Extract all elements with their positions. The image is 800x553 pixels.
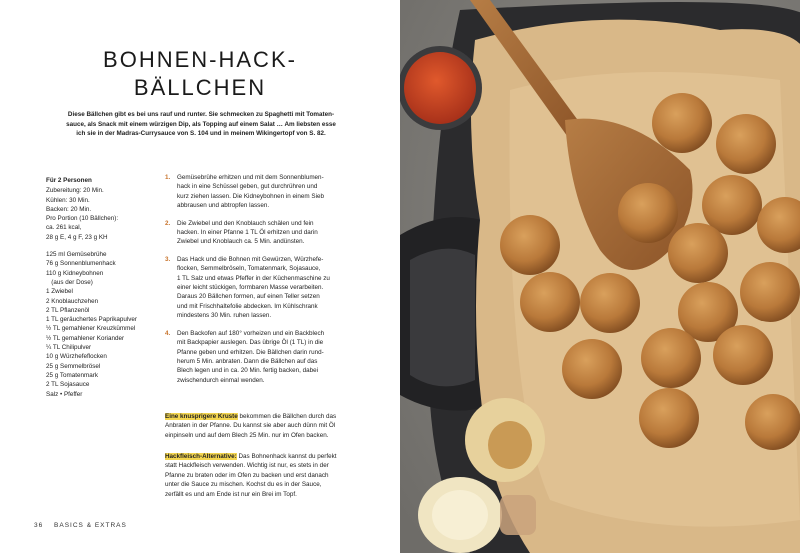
ingredient-item: 25 g Tomatenmark	[46, 371, 99, 379]
instruction-steps	[165, 173, 375, 393]
meta-line: Zubereitung: 20 Min.	[46, 187, 104, 195]
ingredient-item: 125 ml Gemüsebrühe	[46, 251, 107, 259]
tip-alternative: Hackfleisch-Alternative: Das Bohnenhack kannst du perfekt statt Hackfleisch verwenden. Wichtig ist nur, es stets in der Pfanne zu braten oder im Ofen zu backen und erst danach unter die Sauce zu mischen. Kochst du es in der Sauce, zerfällt es und am Ende ist nur ein Brei im Topf.	[165, 453, 337, 498]
ingredient-item: 2 TL Sojasauce	[46, 381, 90, 389]
ingredient-item: (aus der Dose)	[46, 278, 93, 286]
ingredient-item: ½ TL gemahlener Koriander	[46, 334, 125, 342]
page-number: 36	[34, 522, 44, 529]
ingredient-item: Salz • Pfeffer	[46, 390, 83, 398]
step-number: 2.	[165, 219, 171, 227]
ingredient-item: 25 g Semmelbrösel	[46, 362, 101, 370]
section-name: BASICS & EXTRAS	[54, 522, 127, 529]
step-3: 3. Das Hack und die Bohnen mit Gewürzen, Würzhefe- flocken, Semmelbröseln, Tomatenmark, Sojasauce, 1 TL Salz und etwas Pfeffer in der Küchenmaschine zu einer leicht stückigen, formbaren Masse verarbeiten. Daraus 20 Bällchen formen, auf einen Teller setzen und mit Frischhaltefolie abdecken. Im Kühlschrank mindestens 30 Min. ruhen lassen.	[165, 255, 330, 320]
servings: Für 2 Personen	[46, 177, 92, 184]
step-2: 2. Die Zwiebel und den Knoblauch schälen und fein hacken. In einer Pfanne 1 TL Öl erhitzen und darin Zwiebel und Knoblauch ca. 5 Min. andünsten.	[165, 219, 318, 246]
ingredient-item: ½ TL gemahlener Kreuzkümmel	[46, 325, 136, 333]
ingredient-item: 2 TL Pflanzenöl	[46, 306, 90, 314]
food-photo	[400, 0, 800, 553]
ingredient-item: 1 TL geräuchertes Paprikapulver	[46, 316, 138, 324]
meta-line: ca. 261 kcal,	[46, 224, 82, 232]
meta-line: Pro Portion (10 Bällchen):	[46, 215, 119, 223]
ingredient-list	[46, 176, 156, 399]
ingredient-item: 110 g Kidneybohnen	[46, 269, 104, 277]
meta-line: Backen: 20 Min.	[46, 205, 92, 213]
ingredient-item: ¼ TL Chilipulver	[46, 344, 92, 352]
step-number: 3.	[165, 255, 171, 263]
meta-line: Kühlen: 30 Min.	[46, 196, 90, 204]
recipe-intro: Diese Bällchen gibt es bei uns rauf und runter. Sie schmecken zu Spaghetti mit Tomaten- sauce, als Snack mit einem würzigen Dip, als Topping auf einem Salat … Am liebsten esse ich sie in der Madras-Currysauce von S. 104 und in meinem Wikingertopf von S. 82.	[66, 111, 336, 137]
recipe-title: BOHNEN-HACK- BÄLLCHEN	[103, 47, 297, 100]
ingredient-item: 10 g Würzhefeflocken	[46, 353, 107, 361]
step-4: 4. Den Backofen auf 180° vorheizen und ein Backblech mit Backpapier auslegen. Das übrige Öl (1 TL) in die Pfanne geben und erhitzen. Die Bällchen darin rund- herum 5 Min. anbraten. Dann die Bällchen auf das Blech legen und in ca. 20 Min. fertig backen, dabei zwischendurch einmal wenden.	[165, 329, 325, 384]
meatballs-photo	[400, 0, 800, 553]
ingredient-item: 1 Zwiebel	[46, 288, 73, 296]
step-number: 4.	[165, 329, 171, 337]
step-number: 1.	[165, 174, 171, 181]
tip-highlight: Eine knusprigere Kruste	[165, 413, 238, 420]
meta-line: 28 g E, 4 g F, 23 g KH	[46, 233, 108, 241]
tip-highlight: Hackfleisch-Alternative:	[165, 453, 237, 460]
tip-crust: Eine knusprigere Kruste bekommen die Bällchen durch das Anbraten in der Pfanne. Du kannst sie aber auch dünn mit Öl einpinseln und auf dem Blech 25 Min. nur im Ofen backen.	[165, 413, 337, 439]
page-footer	[34, 522, 135, 529]
step-1: 1. Gemüsebrühe erhitzen und mit dem Sonnenblumen- hack in eine Schüssel geben, gut durchrühren und kurz ziehen lassen. Die Kidneybohnen in einem Sieb abbrausen und abtropfen lassen.	[165, 174, 325, 210]
ingredient-item: 76 g Sonnenblumenhack	[46, 260, 116, 268]
ingredient-item: 2 Knoblauchzehen	[46, 297, 99, 305]
